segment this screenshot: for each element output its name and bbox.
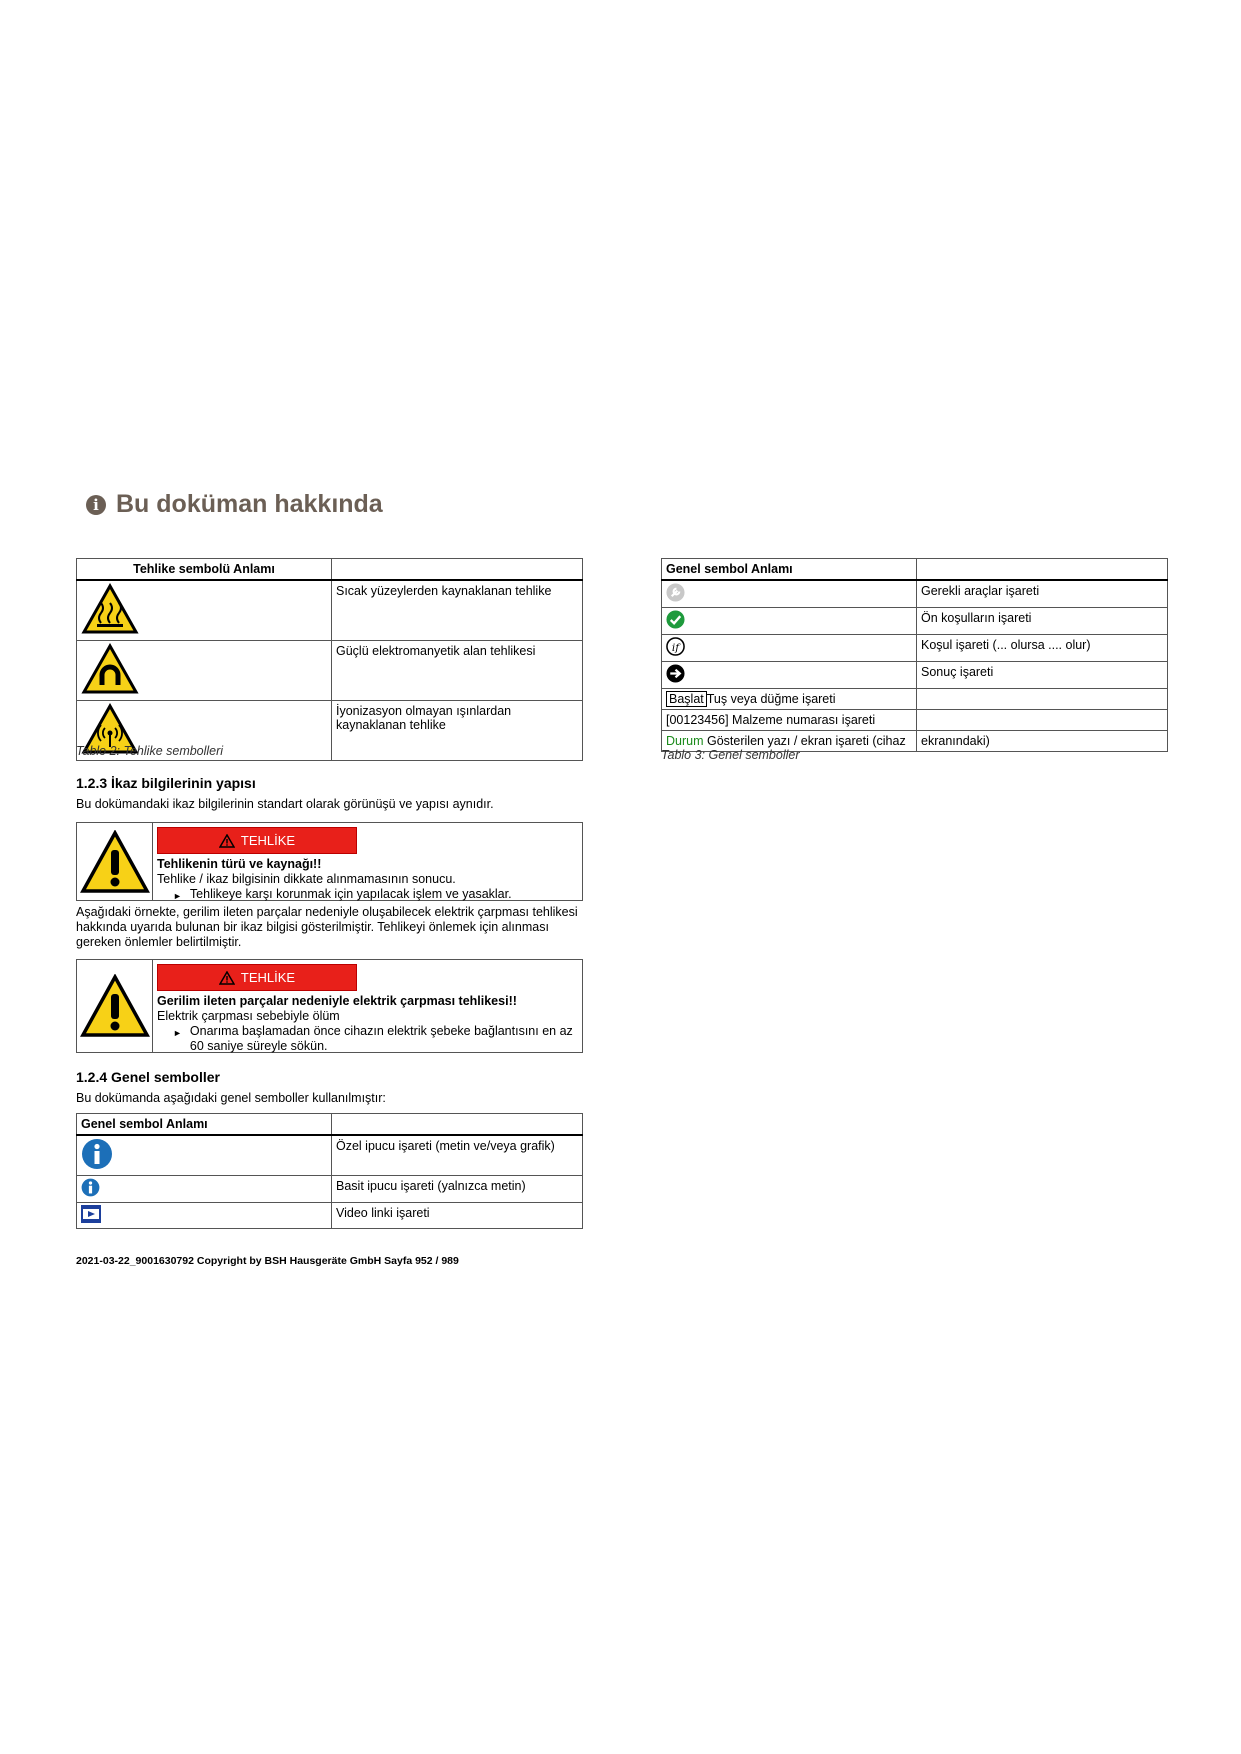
table-row bbox=[662, 608, 1168, 635]
hazard-symbols-table bbox=[76, 558, 583, 761]
warning-triangle-icon bbox=[219, 834, 235, 848]
table-cell: Sonuç işareti bbox=[917, 662, 1168, 689]
table-header bbox=[917, 559, 1168, 581]
table-cell: Koşul işareti (... olursa .... olur) bbox=[917, 635, 1168, 662]
if-icon bbox=[666, 637, 685, 656]
table-row bbox=[662, 662, 1168, 689]
table-cell: Video linki işareti bbox=[332, 1203, 583, 1229]
table-caption: Tablo 2: Tehlike sembolleri bbox=[76, 744, 224, 758]
table-cell: Gerekli araçlar işareti bbox=[917, 580, 1168, 608]
danger-banner-label: TEHLİKE bbox=[240, 970, 296, 985]
page-title: Bu doküman hakkında bbox=[116, 490, 383, 518]
table-cell: Ön koşulların işareti bbox=[917, 608, 1168, 635]
table-cell: Gösterilen yazı / ekran işareti (cihaz bbox=[707, 734, 906, 748]
warning-line: Elektrik çarpması sebebiyle ölüm bbox=[157, 1009, 340, 1023]
danger-banner bbox=[157, 964, 357, 991]
warning-bullet: ► Tehlikeye karşı korunmak için yapılacak işlem ve yasaklar. bbox=[173, 887, 512, 901]
warning-box-example bbox=[76, 959, 583, 1053]
warning-title: Tehlikenin türü ve kaynağı!! bbox=[157, 857, 322, 871]
section-intro: Bu dokümandaki ikaz bilgilerinin standart olarak görünüşü ve yapısı aynıdır. bbox=[76, 797, 494, 811]
warning-line: Tehlike / ikaz bilgisinin dikkate alınmamasının sonucu. bbox=[157, 872, 456, 886]
general-symbols-table bbox=[76, 1113, 583, 1229]
info-icon: i bbox=[86, 495, 106, 515]
table-cell: [00123456] Malzeme numarası işareti bbox=[662, 710, 917, 731]
tools-icon bbox=[666, 583, 685, 602]
table-header: Genel sembol Anlamı bbox=[77, 1114, 332, 1136]
danger-banner-label: TEHLİKE bbox=[240, 833, 296, 848]
general-warning-icon bbox=[80, 830, 150, 894]
table-cell: Sıcak yüzeylerden kaynaklanan tehlike bbox=[332, 580, 583, 641]
hot-surface-warning-icon bbox=[81, 583, 139, 635]
table-header bbox=[332, 1114, 583, 1136]
table-row bbox=[662, 689, 1168, 710]
section-intro: Bu dokümanda aşağıdaki genel semboller kullanılmıştır: bbox=[76, 1091, 386, 1105]
table-caption: Tablo 3: Genel semboller bbox=[661, 748, 800, 762]
svg-text:if: if bbox=[671, 641, 680, 654]
page-heading bbox=[86, 490, 383, 519]
table-header bbox=[332, 559, 583, 581]
small-info-icon bbox=[81, 1178, 100, 1197]
page-footer: 2021-03-22_9001630792 Copyright by BSH Hausgeräte GmbH Sayfa 952 / 989 bbox=[76, 1255, 459, 1267]
table-cell: Güçlü elektromanyetik alan tehlikesi bbox=[332, 641, 583, 701]
table-row bbox=[662, 580, 1168, 608]
button-sample: Başlat bbox=[666, 691, 707, 707]
general-symbols-table-3 bbox=[661, 558, 1168, 752]
large-info-icon bbox=[81, 1138, 113, 1170]
table-row bbox=[662, 635, 1168, 662]
table-row bbox=[77, 1203, 583, 1229]
arrow-right-icon bbox=[666, 664, 685, 683]
table-cell: Özel ipucu işareti (metin ve/veya grafik) bbox=[332, 1135, 583, 1176]
warning-box-template bbox=[76, 822, 583, 901]
table-cell: ekranındaki) bbox=[917, 731, 1168, 752]
table-row bbox=[77, 1135, 583, 1176]
table-cell: Tuş veya düğme işareti bbox=[706, 692, 836, 706]
status-sample: Durum bbox=[666, 734, 704, 748]
example-text: Aşağıdaki örnekte, gerilim ileten parçalar nedeniyle oluşabilecek elektrik çarpması tehlikesi hakkında uyarıda bulunan bir ikaz bilgisi gösterilmiştir. Tehlikeyi önlemek için alınması gereken önlemler belirtilmiştir. bbox=[76, 905, 578, 949]
warning-triangle-icon bbox=[219, 971, 235, 985]
warning-bullet: ► Onarıma başlamadan önce cihazın elektrik şebeke bağlantısını en az 60 saniye süreyle sökün. bbox=[173, 1024, 573, 1053]
table-cell: İyonizasyon olmayan ışınlardan kaynaklanan tehlike bbox=[332, 701, 583, 761]
check-icon bbox=[666, 610, 685, 629]
magnetic-field-warning-icon bbox=[81, 643, 139, 695]
table-cell: Basit ipucu işareti (yalnızca metin) bbox=[332, 1176, 583, 1203]
table-header: Genel sembol Anlamı bbox=[662, 559, 917, 581]
general-warning-icon bbox=[80, 974, 150, 1038]
table-row bbox=[77, 641, 583, 701]
table-header: Tehlike sembolü Anlamı bbox=[77, 559, 332, 581]
table-row bbox=[77, 580, 583, 641]
section-title: 1.2.3 İkaz bilgilerinin yapısı bbox=[76, 775, 256, 791]
danger-banner bbox=[157, 827, 357, 854]
warning-title: Gerilim ileten parçalar nedeniyle elektrik çarpması tehlikesi!! bbox=[157, 994, 517, 1008]
section-title: 1.2.4 Genel semboller bbox=[76, 1069, 220, 1085]
video-link-icon bbox=[81, 1205, 101, 1223]
table-row bbox=[77, 1176, 583, 1203]
table-row bbox=[662, 710, 1168, 731]
